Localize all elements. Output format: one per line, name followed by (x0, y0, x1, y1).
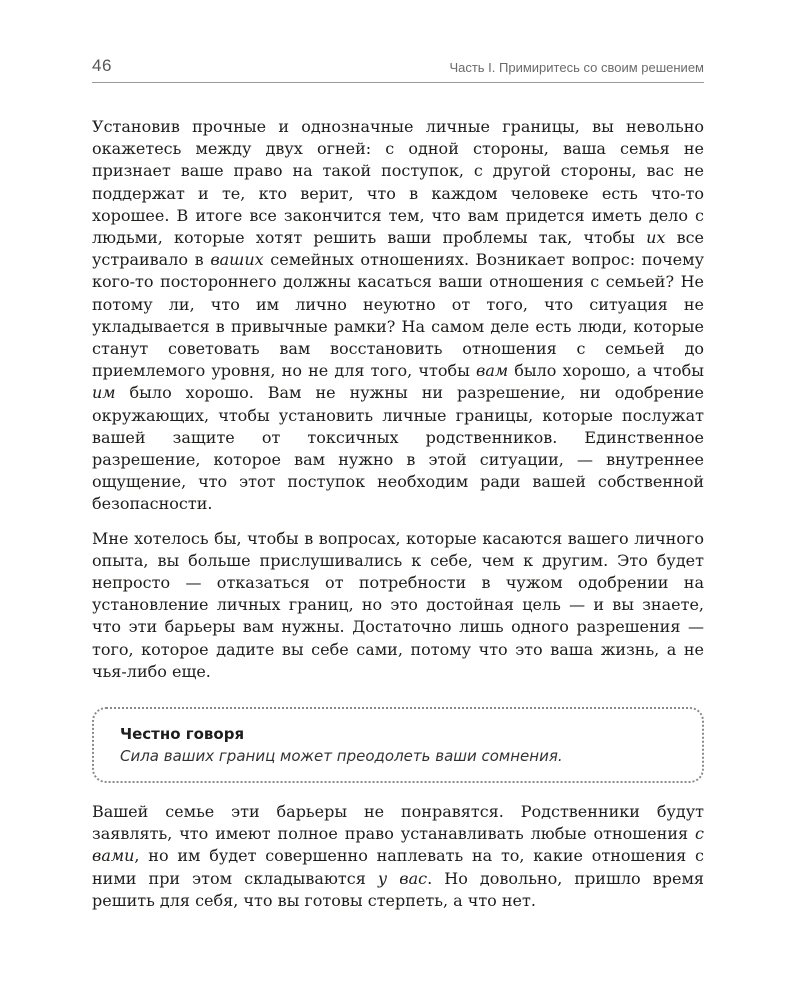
emphasis-segment: с вами (92, 824, 704, 866)
page-number: 46 (92, 56, 112, 75)
emphasis-segment: вам (476, 361, 509, 381)
emphasis-segment: им (92, 383, 116, 403)
callout-title: Честно говоря (120, 725, 245, 744)
text-segment: Мне хотелось бы, чтобы в вопросах, которые касаются вашего личного опыта, вы больше прислушивались к себе, чем к другим. Это будет непросто — отказаться от потребности в чужом одобрении на установление личных границ, но это достойная цель — и вы знаете, что эти барьеры вам нужны. Достаточно лишь одного разрешения — того, которое дадите вы себе сами, потому что это ваша жизнь, а не чья-либо еще. (92, 528, 704, 681)
body-text (92, 116, 704, 924)
text-segment: , но им будет совершенно наплевать на то, какие отношения с ними при этом складываются (92, 846, 704, 888)
text-segment: . Но довольно, пришло время решить для себя, что вы готовы стерпеть, а что нет. (92, 868, 704, 910)
callout-text: Сила ваших границ может преодолеть ваши сомнения. (120, 747, 563, 766)
page-header (92, 54, 704, 83)
callout-box (92, 707, 704, 783)
emphasis-segment: ваших (210, 250, 264, 270)
emphasis-segment: их (646, 228, 666, 248)
paragraph-1 (92, 116, 704, 516)
text-segment: Установив прочные и однозначные личные границы, вы невольно окажетесь между двух огней: с одной стороны, ваша семья не признает ваше право на такой поступок, с другой стороны, вас не поддержат и те, кто верит, что в каждом человеке есть что-то хорошее. В итоге все закончится тем, что вам придется иметь дело с людьми, которые хотят решить ваши проблемы так, чтобы (92, 117, 704, 248)
text-segment: Вашей семье эти барьеры не понравятся. Родственники будут заявлять, что имеют полное право устанавливать любые отношения (92, 802, 704, 844)
running-head: Часть I. Примиритесь со своим решением (449, 60, 704, 75)
emphasis-segment: у вас (377, 868, 428, 888)
text-segment: все устраивало в (92, 228, 705, 270)
paragraph-3 (92, 801, 704, 912)
text-segment: было хорошо, а чтобы (508, 361, 704, 381)
paragraph-2 (92, 528, 704, 683)
text-segment: семейных отношениях. Возникает вопрос: почему кого-то постороннего должны касаться ваши отношения с семьей? Не потому ли, что им лично неуютно от того, что ситуация не укладывается в привычные рамки? На самом деле есть люди, которые станут советовать вам восстановить отношения с семьей до приемлемого уровня, но не для того, чтобы (92, 250, 704, 381)
text-segment: было хорошо. Вам не нужны ни разрешение, ни одобрение окружающих, чтобы установить личные границы, которые послужат вашей защите от токсичных родственников. Единственное разрешение, которое вам нужно в этой ситуации, — внутреннее ощущение, что этот поступок необходим ради вашей собственной безопасности. (92, 383, 704, 514)
